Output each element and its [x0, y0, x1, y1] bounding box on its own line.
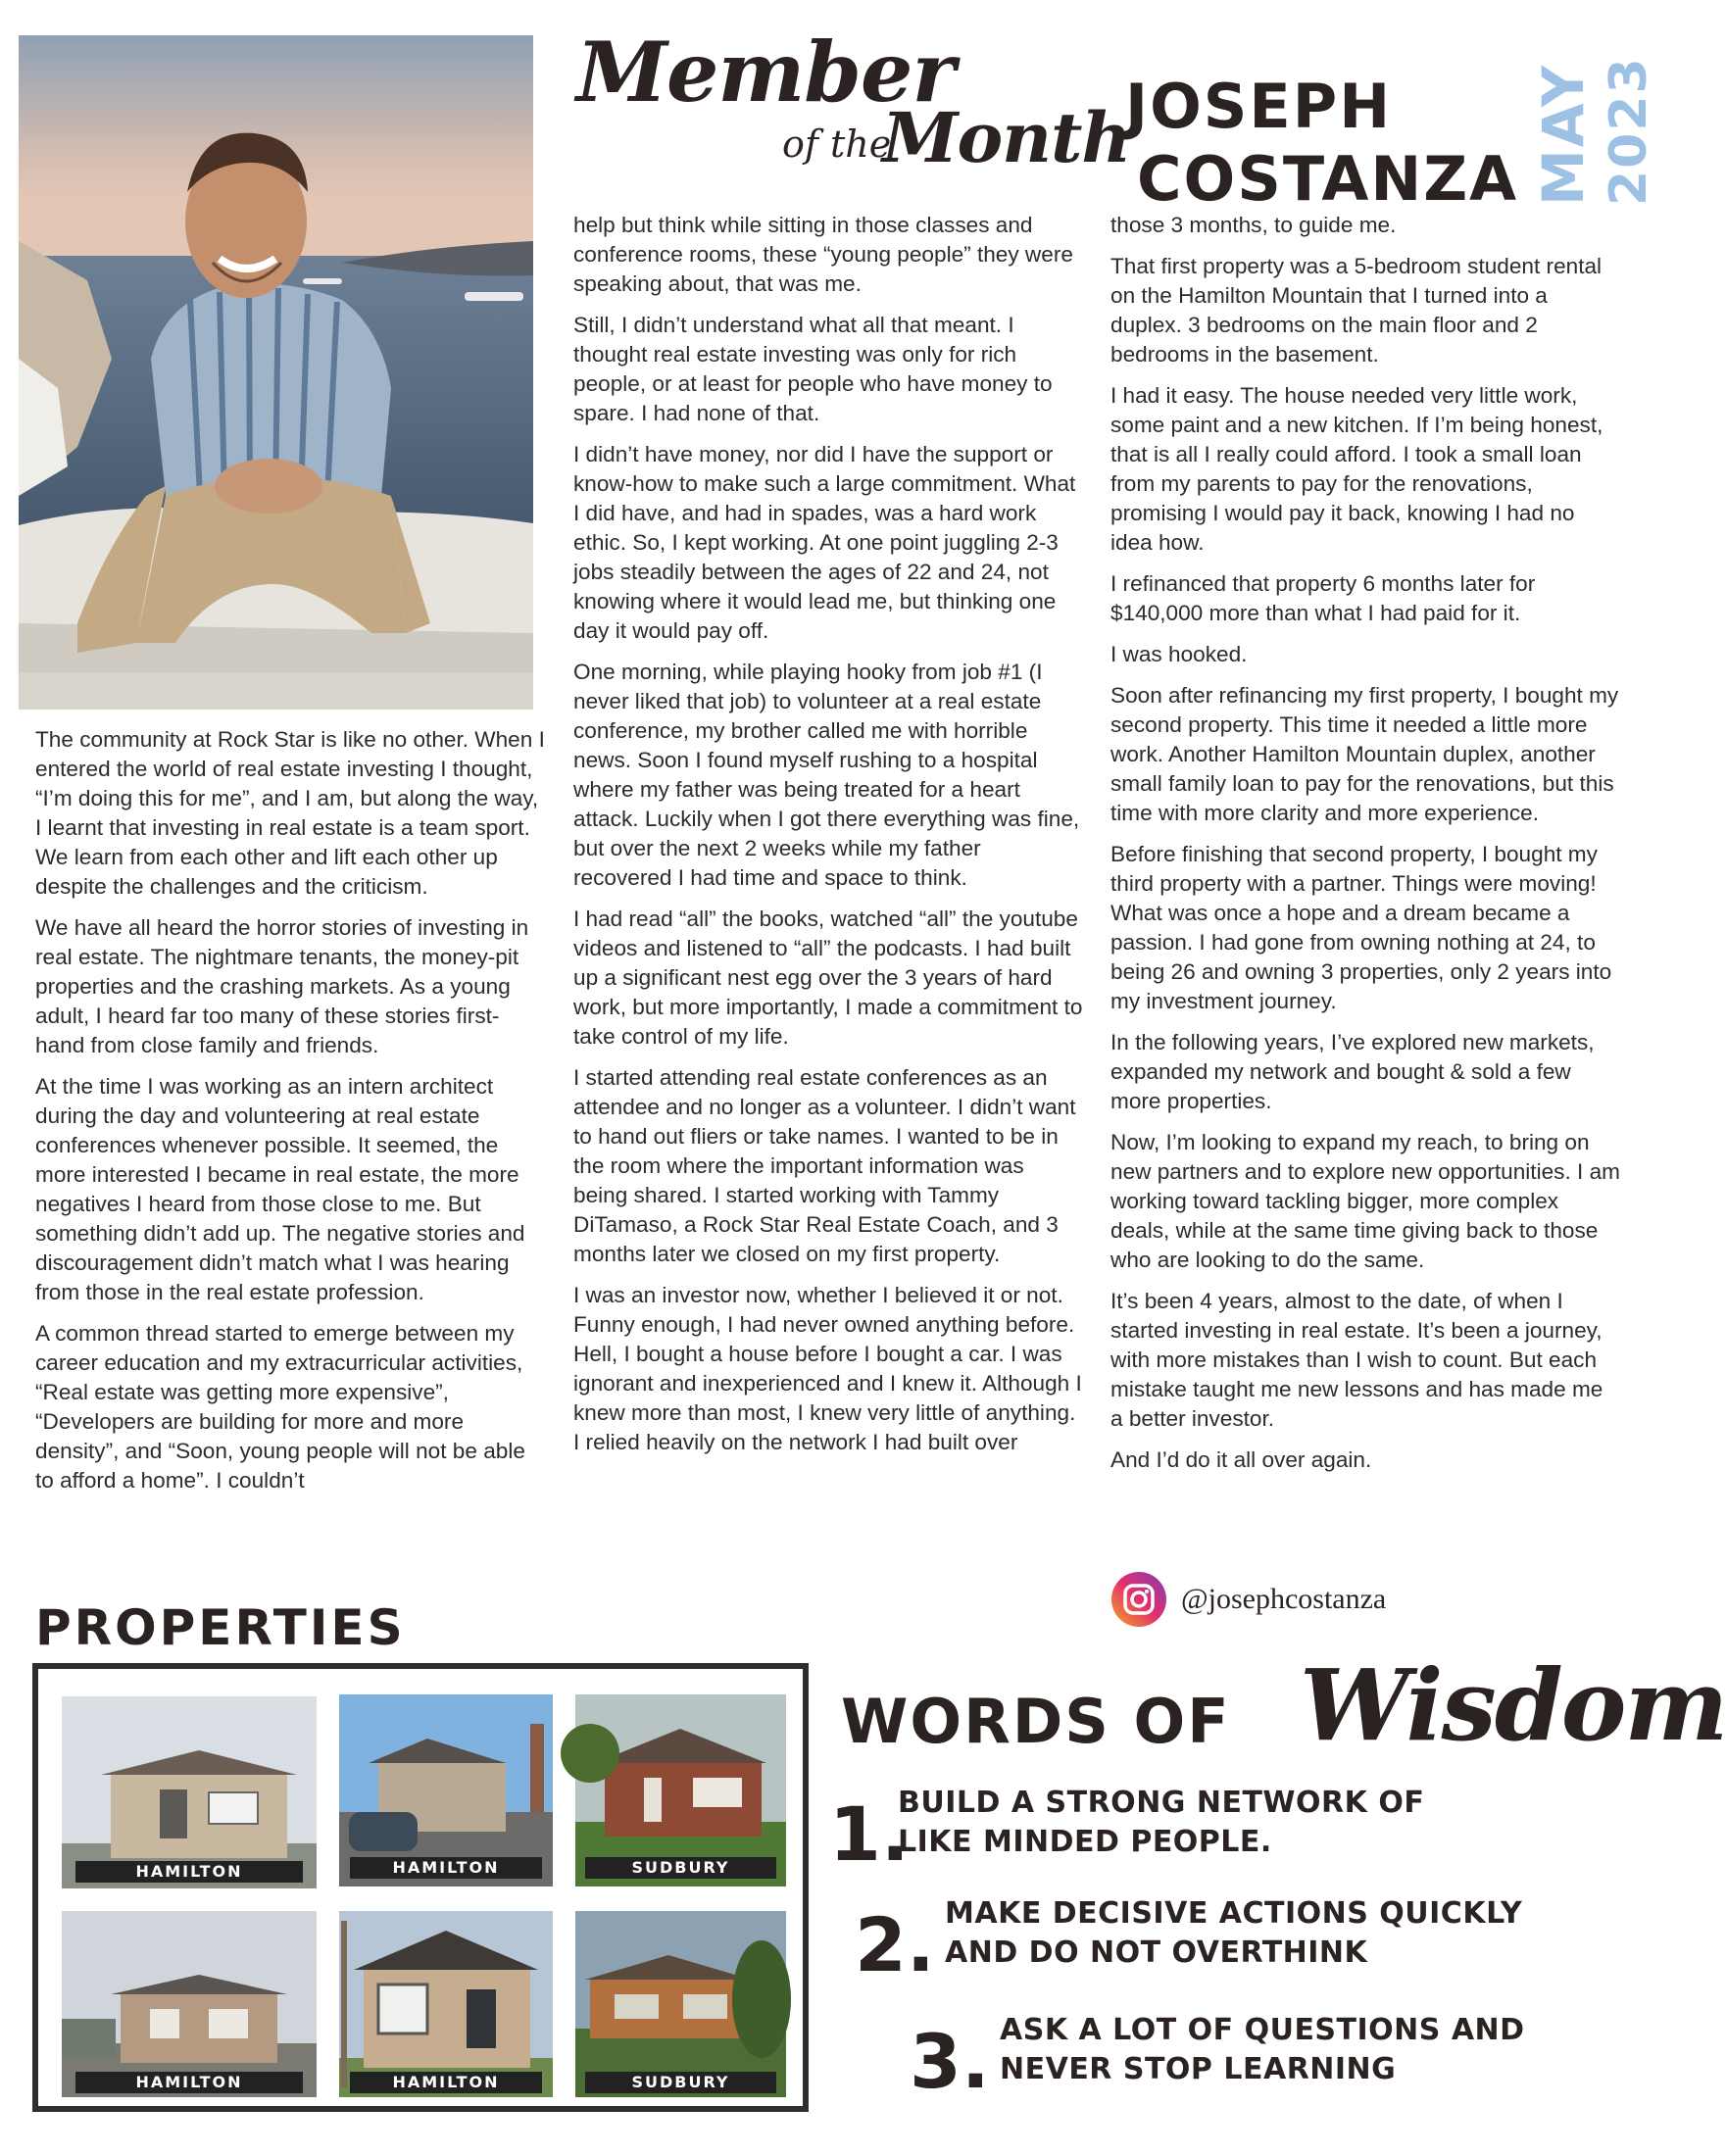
paragraph: Now, I’m looking to expand my reach, to bring on new partners and to explore new opportunities. I am working toward tackling bigger, more complex deals, while at the same time giving back to those who are looking to do the same. — [1110, 1130, 1620, 1272]
paragraph: I had it easy. The house needed very little work, some paint and a new kitchen. If I’m being honest, that is all I really could afford. I took a small loan from my parents to pay for the renovations, promising I would pay it back, knowing I had no idea how. — [1110, 383, 1603, 555]
property-city: HAMILTON — [75, 2072, 303, 2093]
paragraph: I had read “all” the books, watched “all” the youtube videos and listened to “all” the podcasts. I had built up a significant nest egg over the 3 years of hard work, but more importantly, I made a commitment to take control of my life. — [573, 906, 1083, 1049]
paragraph: In the following years, I’ve explored new markets, expanded my network and bought & sold a few more properties. — [1110, 1030, 1595, 1113]
paragraph: It’s been 4 years, almost to the date, of when I started investing in real estate. It’s been a journey, with more mistakes than I wish to count. But each mistake taught me new lessons and has made me a better investor. — [1110, 1289, 1603, 1431]
issue-year: 2023 — [1600, 56, 1658, 206]
instagram-handle[interactable]: @josephcostanza — [1181, 1583, 1387, 1615]
tip-line: BUILD A STRONG NETWORK OF — [898, 1786, 1425, 1820]
properties-title: PROPERTIES — [35, 1599, 406, 1656]
paragraph: A common thread started to emerge between my career education and my extracurricular activities, “Real estate was getting more expensive”, “Developers are building for more and more density”, and “Soon, young people will not be able to afford a home”. I couldn’t — [35, 1321, 525, 1493]
member-last-name: COSTANZA — [1137, 143, 1519, 215]
property-photo — [62, 1696, 317, 1888]
property-photo — [62, 1911, 317, 2097]
tip-text — [1000, 2011, 1637, 2089]
paragraph: those 3 months, to guide me. — [1110, 213, 1397, 237]
header-of-the: of the — [782, 122, 892, 166]
property-city: SUDBURY — [585, 1857, 776, 1879]
paragraph: We have all heard the horror stories of investing in real estate. The nightmare tenants, the money-pit properties and the crashing markets. As a young adult, I heard far too many of these stories first-hand from close family and friends. — [35, 915, 529, 1057]
property-photo — [575, 1694, 786, 1886]
instagram-link[interactable] — [1110, 1571, 1386, 1628]
paragraph: At the time I was working as an intern architect during the day and volunteering at real estate conferences whenever possible. It seemed, the more interested I became in real estate, the more negatives I heard from those close to me. But something didn’t add up. The negative stories and discouragement didn’t match what I was hearing from those in the real estate profession. — [35, 1074, 525, 1304]
article-column-3 — [1110, 211, 1620, 1487]
tip-number: 2. — [855, 1901, 935, 1988]
tip-line: ASK A LOT OF QUESTIONS AND — [1000, 2013, 1525, 2047]
paragraph: One morning, while playing hooky from job #1 (I never liked that job) to volunteer at a real estate conference, my brother called me with horrible news. Soon I found myself rushing to a hospital where my father was being treated for a heart attack. Luckily when I got there everything was fine, but over the next 2 weeks while my father recovered I had time and space to think. — [573, 660, 1080, 890]
paragraph: And I’d do it all over again. — [1110, 1447, 1372, 1472]
property-city: HAMILTON — [75, 1861, 303, 1883]
wisdom-words-of: WORDS OF — [841, 1686, 1231, 1757]
issue-date — [1524, 49, 1656, 211]
issue-month: MAY — [1530, 63, 1597, 206]
property-city: HAMILTON — [350, 2072, 542, 2093]
paragraph: The community at Rock Star is like no other. When I entered the world of real estate investing I thought, “I’m doing this for me”, and I am, but along the way, I learnt that investing in real estate is a team sport. We learn from each other and lift each other up despite the challenges and the criticism. — [35, 727, 545, 899]
tip-line: AND DO NOT OVERTHINK — [945, 1936, 1368, 1970]
paragraph: I was hooked. — [1110, 642, 1248, 666]
property-photo — [339, 1694, 553, 1886]
paragraph: That first property was a 5-bedroom student rental on the Hamilton Mountain that I turned into a duplex. 3 bedrooms on the main floor and 2 bedrooms in the basement. — [1110, 254, 1603, 367]
tip-number: 3. — [910, 2018, 990, 2105]
tip-text — [945, 1894, 1631, 1973]
property-photo — [575, 1911, 786, 2097]
tip-number: 1. — [829, 1790, 910, 1878]
member-photo — [19, 35, 533, 710]
property-photo — [339, 1911, 553, 2097]
paragraph: I refinanced that property 6 months later for $140,000 more than what I had paid for it. — [1110, 571, 1536, 625]
article-column-1 — [35, 725, 545, 1507]
tip-text — [898, 1784, 1505, 1862]
member-first-name: JOSEPH — [1125, 71, 1393, 142]
property-city: HAMILTON — [350, 1857, 542, 1879]
header-month: Month — [882, 97, 1131, 178]
header-member: Member — [576, 24, 955, 121]
article-column-2 — [573, 211, 1083, 1469]
tip-line: MAKE DECISIVE ACTIONS QUICKLY — [945, 1896, 1523, 1931]
tip-line: NEVER STOP LEARNING — [1000, 2052, 1397, 2086]
properties-gallery — [32, 1663, 809, 2112]
paragraph: help but think while sitting in those classes and conference rooms, these “young people” they were speaking about, that was me. — [573, 213, 1073, 296]
paragraph: I started attending real estate conferences as an attendee and no longer as a volunteer. I didn’t want to hand out fliers or take names. I wanted to be in the room where the important information was being shared. I started working with Tammy DiTamaso, a Rock Star Real Estate Coach, and 3 months later we closed on my first property. — [573, 1065, 1076, 1266]
paragraph: Soon after refinancing my first property, I bought my second property. This time it needed a little more work. Another Hamilton Mountain duplex, another small family loan to pay for the renovations, but this time with more clarity and more experience. — [1110, 683, 1619, 825]
property-city: SUDBURY — [585, 2072, 776, 2093]
wisdom-title: Wisdom — [1300, 1647, 1726, 1763]
paragraph: I was an investor now, whether I believed it or not. Funny enough, I had never owned anything before. Hell, I bought a house before I bought a car. I was ignorant and inexperienced and I knew it. Although I knew more than most, I knew very little of anything. I relied heavily on the network I had built over — [573, 1283, 1082, 1454]
paragraph: I didn’t have money, nor did I have the support or know-how to make such a large commitment. What I did have, and had in spades, was a hard work ethic. So, I kept working. At one point juggling 2-3 jobs steadily between the ages of 22 and 24, not knowing where it would lead me, but thinking one day it would pay off. — [573, 442, 1076, 643]
tip-line: LIKE MINDED PEOPLE. — [898, 1825, 1272, 1859]
instagram-icon — [1110, 1571, 1167, 1628]
paragraph: Still, I didn’t understand what all that meant. I thought real estate investing was only for rich people, or at least for people who have money to spare. I had none of that. — [573, 313, 1053, 425]
paragraph: Before finishing that second property, I bought my third property with a partner. Things were moving! What was once a hope and a dream became a passion. I had gone from owning nothing at 24, to being 26 and owning 3 properties, only 2 years into my investment journey. — [1110, 842, 1612, 1013]
